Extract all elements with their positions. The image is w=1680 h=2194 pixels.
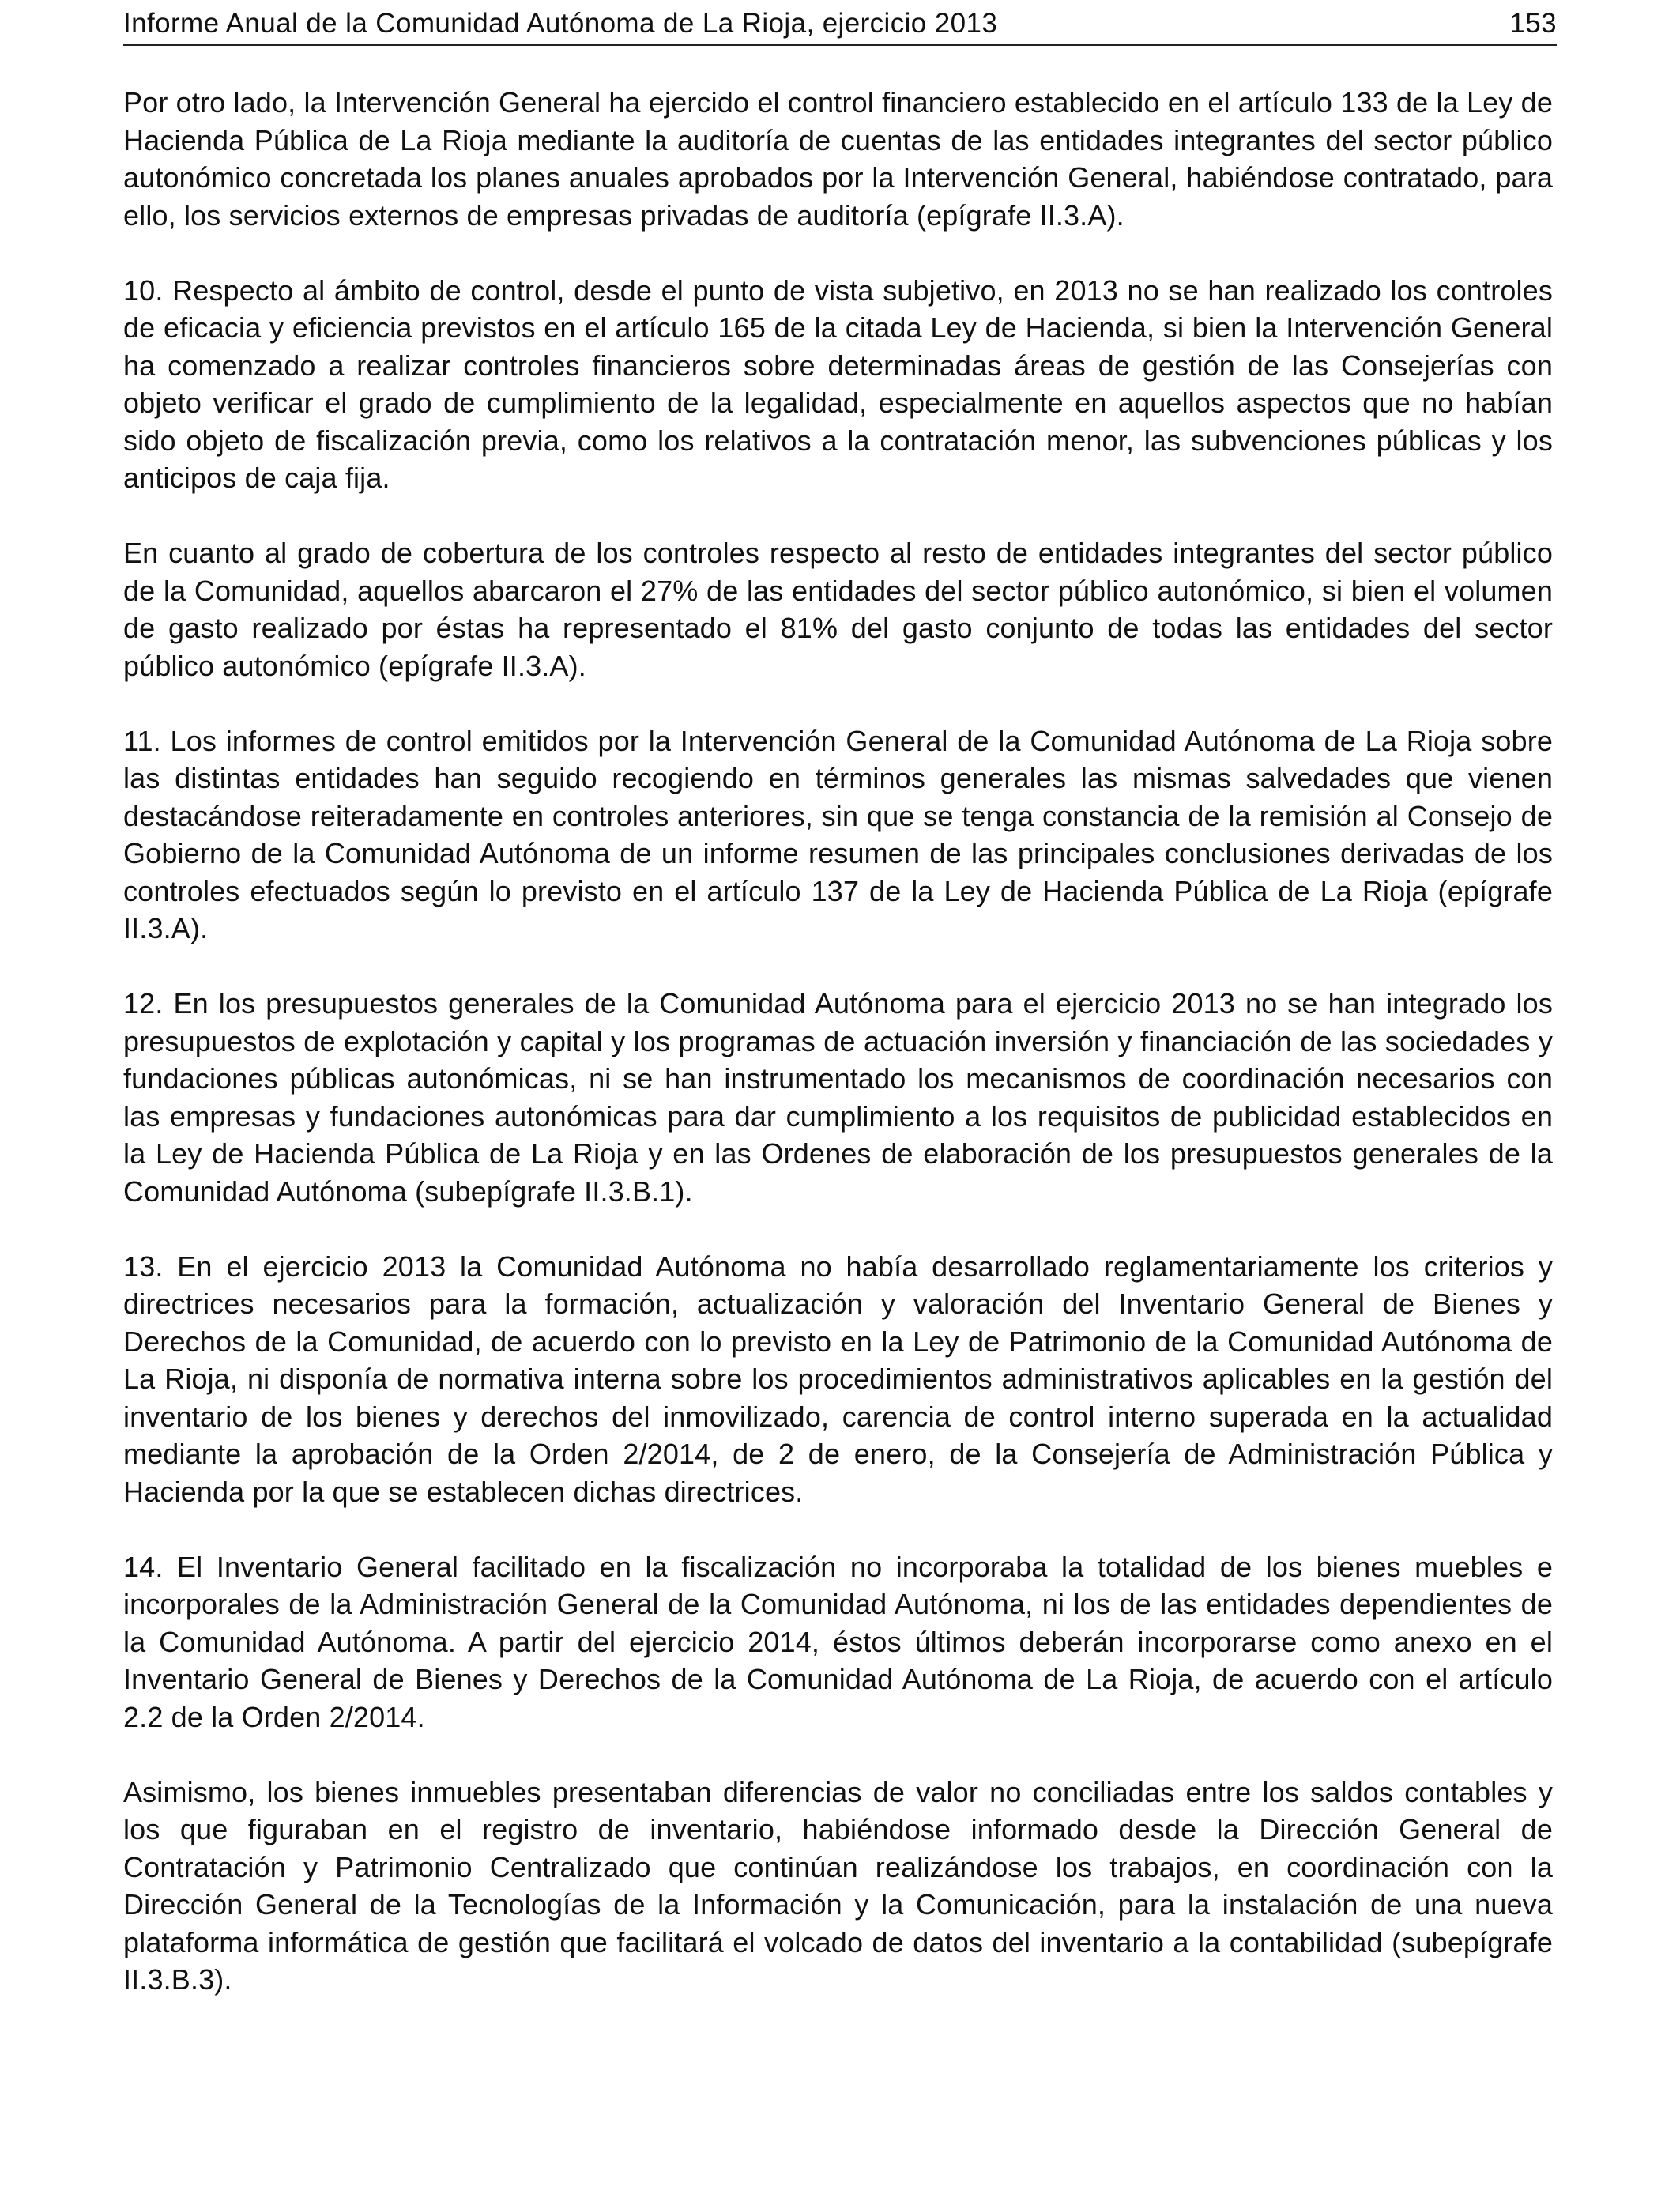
paragraph-point-10: 10. Respecto al ámbito de control, desde el punto de vista subjetivo, en 2013 no se han realizado los controles de eficacia y eficiencia previstos en el artículo 165 de la citada Ley de Hacienda, si bien la Intervención General ha comenzado a realizar controles financieros sobre determinadas áreas de gestión de las Consejerías con objeto verificar el grado de cumplimiento de la legalidad, especialmente en aquellos aspectos que no habían sido objeto de fiscalización previa, como los relativos a la contratación menor, las subvenciones públicas y los anticipos de caja fija. (123, 273, 1553, 494)
paragraph-control-financiero: Por otro lado, la Intervención General ha ejercido el control financiero establecido en el artículo 133 de la Ley de Hacienda Pública de La Rioja mediante la auditoría de cuentas de las entidades integrantes del sector público autonómico concretada los planes anuales aprobados por la Intervención General, habiéndose contratado, para ello, los servicios externos de empresas privadas de auditoría (epígrafe II.3.A). (123, 86, 1553, 232)
paragraph-point-13: 13. En el ejercicio 2013 la Comunidad Autónoma no había desarrollado reglamentariamente los criterios y directrices necesarios para la formación, actualización y valoración del Inventario General de Bienes y Derechos de la Comunidad, de acuerdo con lo previsto en la Ley de Patrimonio de la Comunidad Autónoma de La Rioja, ni disponía de normativa interna sobre los procedimientos administrativos aplicables en la gestión del inventario de los bienes y derechos del inmovilizado, carencia de control interno superada en la actualidad mediante la aprobación de la Orden 2/2014, de 2 de enero, de la Consejería de Administración Pública y Hacienda por la que se establecen dichas directrices. (123, 1250, 1553, 1508)
paragraph-point-12: 12. En los presupuestos generales de la Comunidad Autónoma para el ejercicio 2013 no se han integrado los presupuestos de explotación y capital y los programas de actuación inversión y financiación de las sociedades y fundaciones públicas autonómicas, ni se han instrumentado los mecanismos de coordinación necesarios con las empresas y fundaciones autonómicas para dar cumplimiento a los requisitos de publicidad establecidos en la Ley de Hacienda Pública de La Rioja y en las Ordenes de elaboración de los presupuestos generales de la Comunidad Autónoma (subepígrafe II.3.B.1). (123, 987, 1553, 1208)
paragraph-bienes-inmuebles: Asimismo, los bienes inmuebles presentaban diferencias de valor no conciliadas entre los saldos contables y los que figuraban en el registro de inventario, habiéndose informado desde la Dirección General de Contratación y Patrimonio Centralizado que continúan realizándose los trabajos, en coordinación con la Dirección General de la Tecnologías de la Información y la Comunicación, para la instalación de una nueva plataforma informática de gestión que facilitará el volcado de datos del inventario a la contabilidad (subepígrafe II.3.B.3). (123, 1775, 1553, 1996)
paragraph-cobertura: En cuanto al grado de cobertura de los controles respecto al resto de entidades integrantes del sector público de la Comunidad, aquellos abarcaron el 27% de las entidades del sector público autonómico, si bien el volumen de gasto realizado por éstas ha representado el 81% del gasto conjunto de todas las entidades del sector público autonómico (epígrafe II.3.A). (123, 537, 1553, 682)
document-title: Informe Anual de la Comunidad Autónoma de La Rioja, ejercicio 2013 (123, 8, 998, 39)
document-body (123, 84, 1553, 2036)
page-header (123, 2, 1557, 46)
paragraph-point-14: 14. El Inventario General facilitado en la fiscalización no incorporaba la totalidad de los bienes muebles e incorporales de la Administración General de la Comunidad Autónoma, ni los de las entidades dependientes de la Comunidad Autónoma. A partir del ejercicio 2014, éstos últimos deberán incorporarse como anexo en el Inventario General de Bienes y Derechos de la Comunidad Autónoma de La Rioja, de acuerdo con el artículo 2.2 de la Orden 2/2014. (123, 1550, 1553, 1733)
paragraph-point-11: 11. Los informes de control emitidos por la Intervención General de la Comunidad Autónoma de La Rioja sobre las distintas entidades han seguido recogiendo en términos generales las mismas salvedades que vienen destacándose reiteradamente en controles anteriores, sin que se tenga constancia de la remisión al Consejo de Gobierno de la Comunidad Autónoma de un informe resumen de las principales conclusiones derivadas de los controles efectuados según lo previsto en el artículo 137 de la Ley de Hacienda Pública de La Rioja (epígrafe II.3.A). (123, 724, 1553, 944)
page-number: 153 (1509, 8, 1557, 39)
